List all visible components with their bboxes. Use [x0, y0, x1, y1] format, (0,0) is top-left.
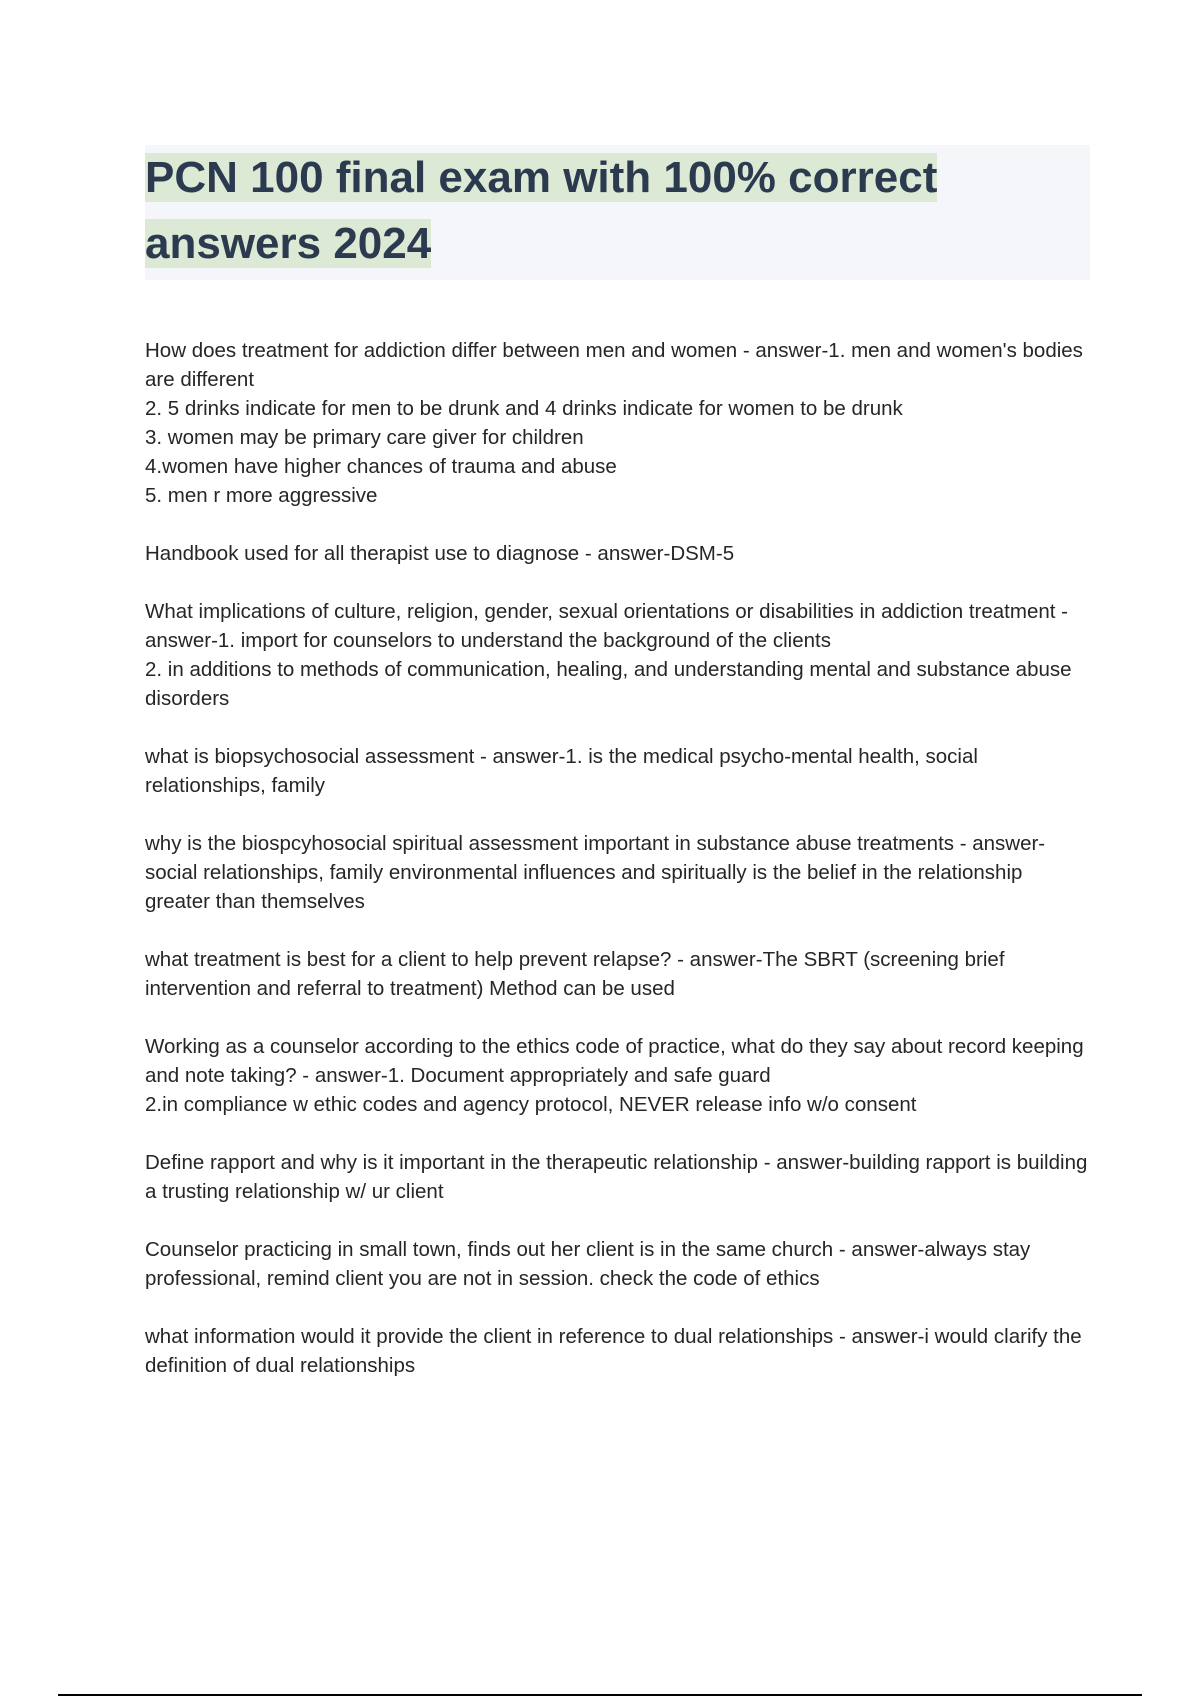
qa-text-line: What implications of culture, religion, gender, sexual orientations or disabilities in addiction treatment - answer-1. import for counselors to understand the background of the clients: [145, 600, 1068, 652]
footer-divider: [58, 1694, 1142, 1696]
qa-item: [145, 742, 1090, 800]
qa-text-line: Handbook used for all therapist use to diagnose - answer-DSM-5: [145, 542, 735, 565]
title-banner: [145, 145, 1090, 280]
qa-text-line: 5. men r more aggressive: [145, 484, 378, 507]
page-title: [145, 145, 1005, 277]
qa-item: [145, 1322, 1090, 1380]
qa-text-line: 4.women have higher chances of trauma and abuse: [145, 455, 617, 478]
qa-item: [145, 336, 1090, 510]
qa-text-line: Counselor practicing in small town, finds out her client is in the same church - answer-always stay professional, remind client you are not in session. check the code of ethics: [145, 1238, 1031, 1290]
qa-text-line: Working as a counselor according to the ethics code of practice, what do they say about record keeping and note taking? - answer-1. Document appropriately and safe guard: [145, 1035, 1084, 1087]
qa-item: [145, 1235, 1090, 1293]
qa-text-line: 3. women may be primary care giver for children: [145, 426, 584, 449]
qa-text-line: what is biopsychosocial assessment - answer-1. is the medical psycho-mental health, social relationships, family: [145, 745, 978, 797]
qa-text-line: How does treatment for addiction differ between men and women - answer-1. men and women's bodies are different: [145, 339, 1083, 391]
qa-item: [145, 539, 1090, 568]
qa-item: [145, 829, 1090, 916]
qa-item: [145, 597, 1090, 713]
qa-text-line: 2. 5 drinks indicate for men to be drunk and 4 drinks indicate for women to be drunk: [145, 397, 903, 420]
qa-item: [145, 1148, 1090, 1206]
qa-text-line: what treatment is best for a client to help prevent relapse? - answer-The SBRT (screening brief intervention and referral to treatment) Method can be used: [145, 948, 1005, 1000]
page-title-line-2: answers 2024: [145, 219, 432, 268]
qa-text-line: 2.in compliance w ethic codes and agency protocol, NEVER release info w/o consent: [145, 1093, 917, 1116]
qa-text-line: 2. in additions to methods of communication, healing, and understanding mental and substance abuse disorders: [145, 658, 1072, 710]
qa-text-line: what information would it provide the client in reference to dual relationships - answer-i would clarify the definition of dual relationships: [145, 1325, 1082, 1377]
qa-text-line: why is the biospcyhosocial spiritual assessment important in substance abuse treatments - answer-social relationships, family environmental influences and spiritually is the belief in the relationship greater than themselves: [145, 832, 1046, 913]
qa-item: [145, 1032, 1090, 1119]
qa-item: [145, 945, 1090, 1003]
qa-list: [145, 336, 1090, 1409]
page-title-line-1: PCN 100 final exam with 100% correct: [145, 153, 938, 202]
qa-text-line: Define rapport and why is it important in the therapeutic relationship - answer-building rapport is building a trusting relationship w/ ur client: [145, 1151, 1088, 1203]
